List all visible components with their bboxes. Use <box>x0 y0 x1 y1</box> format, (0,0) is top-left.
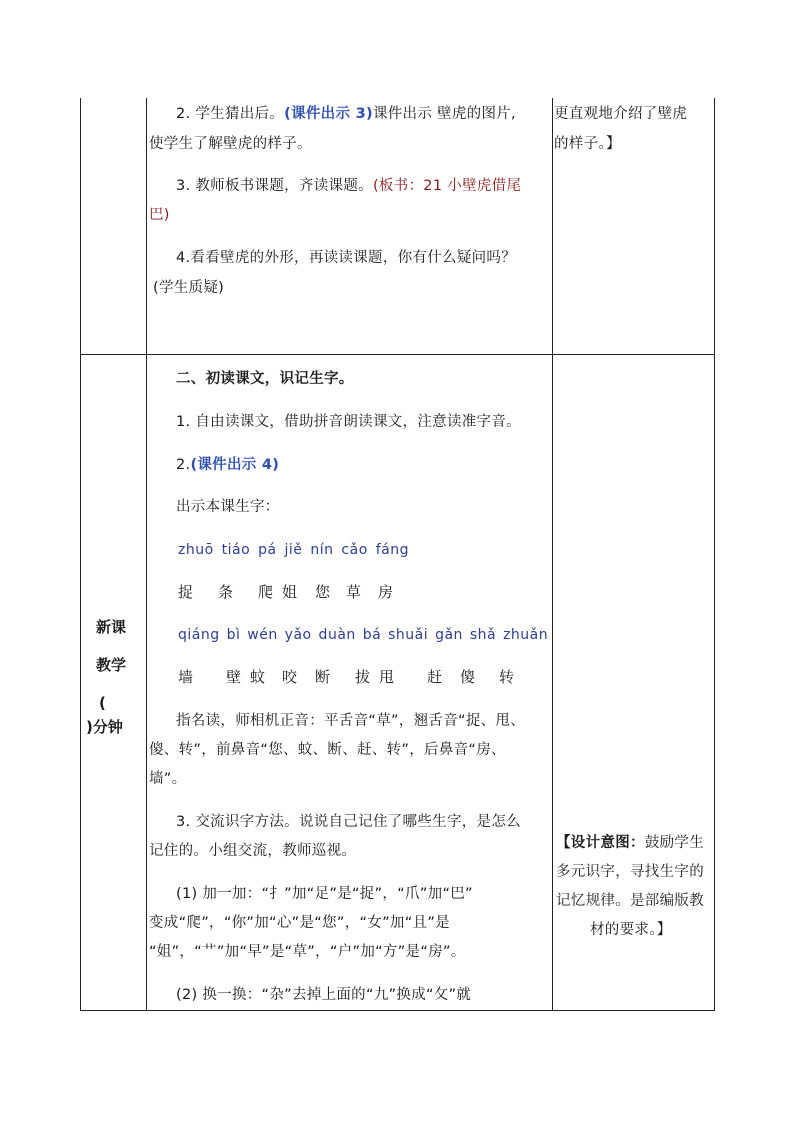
text: 2. <box>176 457 191 473</box>
table-right-border <box>714 98 715 1011</box>
row2-p31-line1: (1) 加一加：“扌”加“足”是“捉”，“爪”加“巴” <box>176 886 473 902</box>
row2-p31-line3: “姐”，“艹”加“早”是“草”，“户”加“方”是“房”。 <box>149 944 466 960</box>
row1-p2-line2: 使学生了解壁虎的样子。 <box>149 136 312 152</box>
section-label-line3: ( <box>99 694 106 712</box>
pinyin-row-1: zhuō tiáo pá jiě nín cǎo fáng <box>178 542 409 558</box>
blackboard-note: (板书：21 小壁虎借尾 <box>372 178 522 194</box>
char-item: 爬 <box>258 583 274 601</box>
row2-note-line3: 记忆规律。是部编版教 <box>556 893 704 909</box>
row2-namedread-line2: 傻、转”，前鼻音“您、蚊、断、赶、转”，后鼻音“房、 <box>149 742 506 758</box>
char-item: 姐 <box>282 583 298 601</box>
row2-p2 <box>176 455 279 475</box>
row2-p3-line1: 3. 交流识字方法。说说自己记住了哪些生字，是怎么 <box>176 814 521 830</box>
char-item: 您 <box>315 583 331 601</box>
note-title: 【设计意图： <box>556 835 645 851</box>
char-item: 捉 <box>178 583 194 601</box>
row2-note-line1 <box>556 833 704 853</box>
text: 2. 学生猜出后。 <box>176 106 285 122</box>
char-item: 咬 <box>282 668 298 686</box>
row1-note-line2: 的样子。】 <box>554 136 621 152</box>
row2-p2-sub: 出示本课生字： <box>176 499 280 515</box>
row1-p3-line1 <box>176 176 521 196</box>
char-item: 条 <box>218 583 234 601</box>
section-label-line2: 教学 <box>96 656 127 674</box>
char-item: 甩 <box>379 668 395 686</box>
text: 课件出示 壁虎的图片, <box>372 106 516 122</box>
text: 3. 教师板书课题，齐读课题。 <box>176 178 373 194</box>
table-col-divider-2 <box>552 98 553 1011</box>
text: 鼓励学生 <box>644 835 705 851</box>
row2-p31-line2: 变成“爬”，“你”加“心”是“您”，“女”加“且”是 <box>149 915 450 931</box>
row1-note-line1: 更直观地介绍了壁虎 <box>554 106 688 122</box>
char-item: 房 <box>378 583 394 601</box>
table-left-border <box>80 98 81 1011</box>
row2-namedread-line3: 墙”。 <box>149 771 187 787</box>
char-item: 傻 <box>460 668 476 686</box>
row2-p32-line1: (2) 换一换：“杂”去掉上面的“九”换成“攵”就 <box>176 987 472 1003</box>
row1-p3-line2: 巴) <box>149 207 170 223</box>
row2-p3-line2: 记住的。小组交流，教师巡视。 <box>149 843 357 859</box>
row2-namedread-line1: 指名读，师相机正音：平舌音“草”，翘舌音“捉、甩、 <box>176 713 526 729</box>
section-label-line1: 新课 <box>96 618 127 636</box>
table-col-divider-1 <box>146 98 147 1011</box>
char-item: 拔 <box>355 668 371 686</box>
row2-note-line4: 材的要求。】 <box>590 922 672 938</box>
courseware-ref: (课件出示 3) <box>284 106 373 122</box>
section-label-line4: )分钟 <box>86 718 123 736</box>
char-item: 转 <box>499 668 515 686</box>
row2-note-line2: 多元识字，寻找生字的 <box>556 864 704 880</box>
pinyin-row-2: qiáng bì wén yǎo duàn bá shuǎi gǎn shǎ zhuǎn <box>178 627 549 643</box>
table-bottom-border <box>80 1010 715 1011</box>
section-heading: 二、初读课文，识记生字。 <box>176 371 354 387</box>
char-item: 蚊 <box>250 668 266 686</box>
row1-p4-line1: 4.看看壁虎的外形，再读读课题，你有什么疑问吗？ <box>176 250 517 266</box>
char-item: 赶 <box>427 668 443 686</box>
char-item: 壁 <box>226 668 242 686</box>
char-item: 墙 <box>178 668 194 686</box>
char-item: 草 <box>346 583 362 601</box>
courseware-ref: (课件出示 4) <box>190 457 280 473</box>
char-item: 断 <box>315 668 331 686</box>
row2-p1: 1. 自由读课文，借助拼音朗读课文，注意读准字音。 <box>176 414 521 430</box>
row1-p4-line2: (学生质疑) <box>153 280 225 296</box>
row-divider <box>80 354 715 355</box>
row1-p2-line1 <box>176 104 516 124</box>
